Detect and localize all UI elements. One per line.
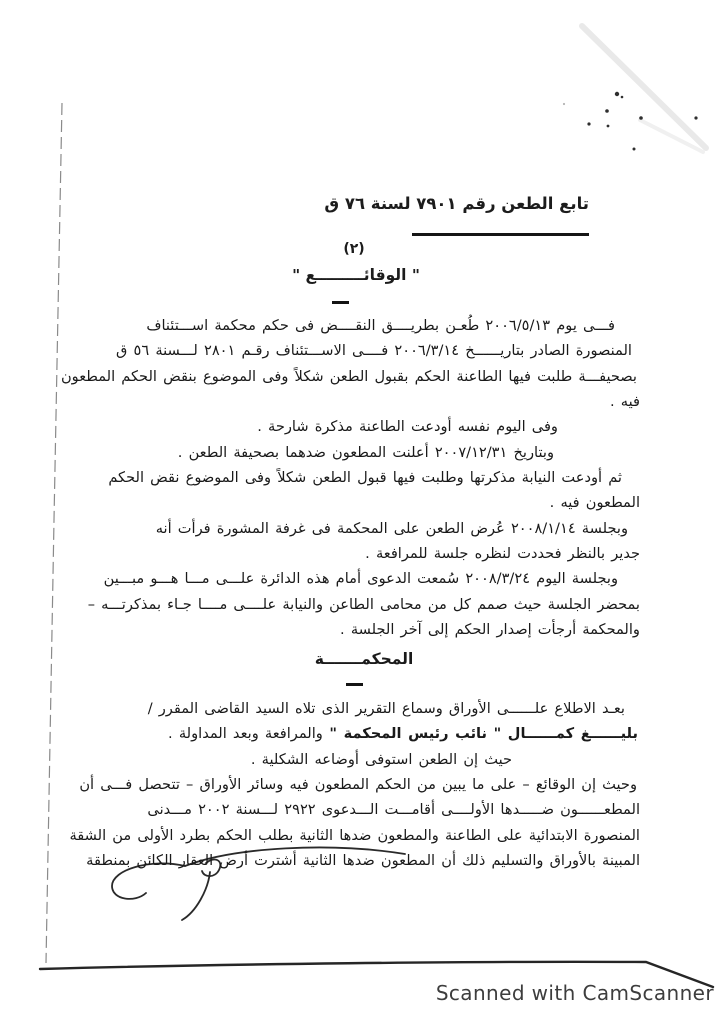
body-text-line: المنصورة الصادر بتاريــــــخ ٢٠٠٦/٣/١٤ فــــى الاســـتئناف رقـم ٢٨٠١ لـــسنة ٥٦ ق [116,342,632,360]
paper-edge-left [46,103,62,963]
body-text-line: المطعــــــون ضـــــدها الأولــــى أقامـــت الـــدعوى ٢٩٢٢ لـــسنة ٢٠٠٢ مـــدنى [147,801,640,819]
page-number: (٢) [343,241,365,257]
body-text-line [88,721,640,746]
camscanner-credit: Scanned with CamScanner [435,981,714,1005]
body-lines [60,313,640,873]
body-text-line: فيه . [610,393,640,411]
scan-streak-2 [640,120,703,152]
body-text-line: حيث إن الطعن استوفى أوضاعه الشكلية . [250,750,512,768]
body-text-line: وبجلسة اليوم ٢٠٠٨/٣/٢٤ سُمعت الدعوى أمام هذه الدائرة علـــى مـــا هـــو مبـــين [103,570,618,588]
body-text-line: وبتاريخ ٢٠٠٧/١٢/٣١ أعلنت المطعون ضدهما بصحيفة الطعن . [177,443,554,461]
body-text-line: جدير بالنظر فحددت لنظره جلسة للمرافعة . [365,545,640,563]
body-text-line: المنصورة الابتدائية على الطاعنة والمطعون ضدها الثانية بطلب الحكم بطرد الأولى من الشقة [69,826,640,844]
body-text-segment: والمرافعة وبعد المداولة . [168,725,323,743]
section-title-dash [64,301,616,304]
dash-mark [346,683,363,686]
case-reference-header: تابع الطعن رقم ٧٩٠١ لسنة ٧٦ ق [324,194,589,213]
body-text-line: بعـد الاطلاع علــــــى الأوراق وسماع التقرير الذى تلاه السيد القاضى المقرر / [147,699,625,717]
dash-mark [332,301,349,304]
body-text-line: والمحكمة أرجأت إصدار الحكم إلى آخر الجلسة . [340,621,640,639]
body-text-line: بمحضر الجلسة حيث صمم كل من محامى الطاعن والنيابة علــــى مــــا جـاء بمذكرتـــه – [87,595,640,613]
separator-dash [88,673,620,696]
body-text-line: وحيث إن الوقائع – على ما يبين من الحكم المطعون فيه وسائر الأوراق – تتحصل فـــى أن [79,775,637,793]
body-text-line: المبينة بالأوراق والتسليم ذلك أن المطعون ضدها الثانية أشترت أرض العقار الكائن بمنطقة [86,851,640,869]
body-text-line: وبجلسة ٢٠٠٨/١/١٤ عُرض الطعن على المحكمة فى غرفة المشورة فرأت أنه [155,519,628,537]
judge-name-bold: بليــــــغ كمــــــال " نائب رئيس المحكمة " [322,725,638,743]
scan-streak [582,26,706,148]
section-title-facts: " الوقائـــــــــع " [292,266,420,284]
court-heading: المحكمـــــــة [314,650,414,669]
body-text-line: بصحيفـــة طلبت فيها الطاعنة الحكم بقبول الطعن شكلاً وفى الموضوع بنقض الحكم المطعون [60,367,637,385]
body-text-line: المطعون فيه . [549,494,640,512]
body-text-line: فـــى يوم ٢٠٠٦/٥/١٣ طُعـن بطريــــق النقــــض فى حكم محكمة اســـتئناف [146,317,615,334]
ink-specks [563,92,698,151]
body-text-line: ثم أودعت النيابة مذكرتها وطلبت فيها قبول الطعن شكلاً وفى الموضوع نقض الحكم [108,469,622,487]
body-text-line: وفى اليوم نفسه أودعت الطاعنة مذكرة شارحة . [257,418,558,436]
header-underline [412,233,589,236]
